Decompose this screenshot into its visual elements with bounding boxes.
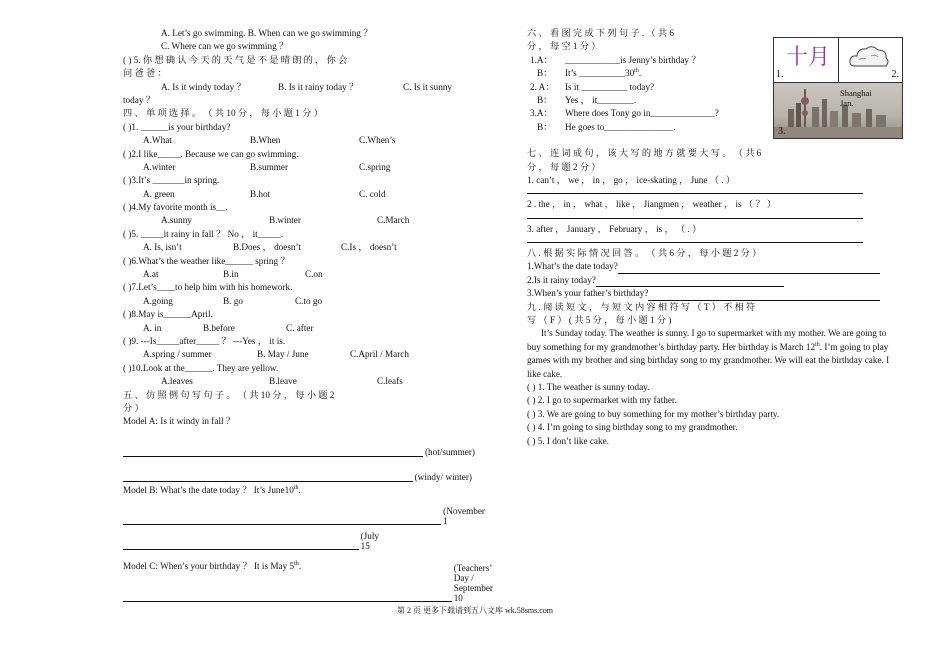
tf-item: ( ) 5. I don’t like cake. xyxy=(527,435,609,446)
hint-b2: (July 15 xyxy=(360,531,379,552)
s6-line: 3.A： Where does Tony go in______________? xyxy=(530,108,719,119)
s6-line: 1.A： ____________is Jenny’s birthday ？ xyxy=(530,54,701,65)
answer-line-w2[interactable] xyxy=(527,212,863,219)
hint-c1: (Teachers’ Day / September 10 xyxy=(453,562,493,603)
mc-option-b: B.in xyxy=(223,269,239,280)
mc-options xyxy=(123,348,478,361)
calendar-month-icon: 十月 xyxy=(786,45,831,70)
answer-blank-a2[interactable] xyxy=(596,276,784,287)
section-5-title-cont: 分 ） xyxy=(123,402,144,413)
mc-option-a: A.sunny xyxy=(161,215,192,226)
mc-option-b: B.When xyxy=(250,135,281,146)
mc-option-a: A.going xyxy=(143,295,173,306)
model-a: Model A: Is it windy in fall ？ xyxy=(123,416,236,427)
mc-question: ( )1. ______is your birthday? xyxy=(123,121,231,132)
mc-option-a: A.leaves xyxy=(161,376,193,387)
mc-option-a: A. Is, isn’t xyxy=(143,242,182,253)
answer-line-w3[interactable] xyxy=(527,236,863,243)
mc-option-a: A.spring / summer xyxy=(143,349,212,360)
mc-option-b: B. May / June xyxy=(257,349,309,360)
section-7-title: 七 、 连 词 成 句 ， 该 大 写 的 地 方 就 要 大 写 。 （ 共 6 xyxy=(527,148,762,159)
section-9-title-cont: 写 （ F ） ( 共 5 分 ， 每 小 题 1 分 ) xyxy=(527,315,672,326)
q6-option-c: C. Is it sunny xyxy=(403,81,453,92)
model-b-sup: th xyxy=(293,484,299,491)
picture-city-month: Jan. xyxy=(840,98,854,108)
answer-line-b1[interactable] xyxy=(123,506,485,527)
q6-option-a: A. Is it windy today ？ xyxy=(161,81,246,92)
reading-passage: It’s Sunday today. The weather is sunny. I go to supermarket with my mother. We are going to buy something for my grandmother’s birthday party. Her birthday is March 12th. I’m going to play games with my brother and sing birthday song to my grandmother. We will eat the birthday cake. I like cake. xyxy=(527,328,890,379)
mc-option-c: C.leafs xyxy=(377,376,403,387)
picture-label-2: 2. xyxy=(891,69,899,80)
mc-question: ( )6.What’s the weather like______ spring ？ xyxy=(123,255,290,266)
mc-option-a: A.at xyxy=(143,269,159,280)
mc-option-b: B.leave xyxy=(269,376,297,387)
mc-option-b: B.Does ， doesn’t xyxy=(233,242,301,253)
question-a3: 3.When’s your father’s birthday? xyxy=(527,287,902,300)
question-a1: 1.What’s the date today? xyxy=(527,260,902,273)
skyline-image xyxy=(774,83,902,138)
model-c: Model C: When’s your birthday ？ It is May 5th. xyxy=(123,561,302,572)
mc-option-c: C.April / March xyxy=(350,349,409,360)
q5-options-line1: A. Let’s go swimming. B. When can we go swimming ？ xyxy=(161,28,373,38)
mc-option-c: C. cold xyxy=(359,188,386,199)
weather-picture xyxy=(839,38,902,83)
picture-box xyxy=(773,37,903,139)
left-column xyxy=(123,27,493,603)
section-9-title: 九 . 阅 读 短 文 ， 与 短 文 内 容 相 符 写 （ T ） 不 相 符 xyxy=(527,301,756,312)
mc-option-c: C.on xyxy=(305,269,323,280)
mc-option-c: C.to go xyxy=(295,295,323,306)
mc-options xyxy=(123,268,478,281)
q6-options xyxy=(123,81,478,94)
mc-option-a: A. in xyxy=(143,322,162,333)
mc-options xyxy=(123,161,478,174)
answer-blank-a3[interactable] xyxy=(648,290,880,301)
mc-question: ( )3.It’s _______in spring. xyxy=(123,175,220,186)
q6-stem: ( ) 5. 你 想 确 认 今 天 的 天 气 是 不 是 晴 朗 的 ， 你 会 xyxy=(123,54,348,65)
model-b: Model B: What’s the date today ？ It’s June10th. xyxy=(123,484,301,495)
mc-question: ( )8.May is______April. xyxy=(123,309,213,320)
hint-a2: (windy/ winter) xyxy=(414,471,472,482)
model-b-text: Model B: What’s the date today ？ It’s June10 xyxy=(123,484,294,495)
mc-option-b: B.before xyxy=(203,322,235,333)
words-1: 1. can’t ， we ， in ， go ， ice-skating ， June （ . ） xyxy=(527,174,736,185)
answer-line-a1[interactable] xyxy=(123,442,475,457)
city-picture xyxy=(774,83,902,138)
section-6-title-cont: 分 ， 每 空 1 分 ） xyxy=(527,41,601,52)
s6-line: B： He goes to_______________. xyxy=(537,121,676,132)
s6-line: B： It’s __________30th. xyxy=(537,68,642,79)
tf-item: ( ) 4. I’m going to sing birthday song to my grandmother. xyxy=(527,422,738,433)
tf-item: ( ) 3. We are going to buy something for my mother’s birthday party. xyxy=(527,408,780,419)
picture-label-1: 1. xyxy=(776,69,784,80)
mc-option-c: C. after xyxy=(286,322,314,333)
mc-option-c: C.spring xyxy=(359,161,391,172)
mc-option-a: A. green xyxy=(143,188,175,199)
section-8-title: 八 . 根 据 实 际 情 况 回 答 。 （ 共 6 分 ， 每 小 题 2 分 ） xyxy=(527,248,762,259)
mc-options xyxy=(123,375,478,388)
mc-question: ( )5. _____it rainy in fall ？ No ， it_____. xyxy=(123,228,283,239)
tf-item: ( ) 1. The weather is sunny today. xyxy=(527,382,650,393)
page-footer: 第 2 页 更多下载请到五八文库 wk.58sms.com xyxy=(397,606,553,615)
answer-line-w1[interactable] xyxy=(527,187,863,194)
mc-options xyxy=(123,241,478,254)
mc-question: ( )2.I like_____. Because we can go swimming. xyxy=(123,148,299,159)
model-c-sup: th xyxy=(294,561,299,568)
q6-stem-cont: 问 爸 爸 ： xyxy=(123,68,167,79)
mc-option-a: A.winter xyxy=(143,161,176,172)
mc-option-c: C.March xyxy=(377,215,410,226)
model-c-text: Model C: When’s your birthday ？ It is May 5 xyxy=(123,561,295,572)
q6-option-c-cont: today ？ xyxy=(123,94,155,105)
section-4-title: 四 、 单 项 选 择 。 （ 共 10 分 ， 每 小 题 1 分 ） xyxy=(123,108,323,119)
picture-label-3: 3. xyxy=(778,126,786,137)
section-7-title-cont: 分 ， 每 题 2 分 ） xyxy=(527,161,601,172)
s6-line: B： Yes ， it________. xyxy=(537,94,637,105)
mc-option-b: B.summer xyxy=(250,161,289,172)
answer-blank-a1[interactable] xyxy=(618,263,880,274)
mc-option-b: B.hot xyxy=(250,188,271,199)
mc-options xyxy=(123,134,478,147)
calendar-picture xyxy=(774,38,839,83)
s6-line: 2. A： Is it __________ today? xyxy=(530,81,655,92)
q6-option-b: B. Is it rainy today ？ xyxy=(278,81,359,92)
picture-city-name: Shanghai xyxy=(840,88,872,98)
mc-option-c: C.When’s xyxy=(359,135,396,146)
mc-options xyxy=(123,188,478,201)
cloud-icon xyxy=(847,42,891,72)
mc-question: ( )9. ---Is_____after_____ ？ ---Yes ， it is. xyxy=(123,335,286,346)
mc-question: ( )4.My favorite month is__. xyxy=(123,202,228,213)
mc-option-b: B.winter xyxy=(269,215,301,226)
section-5-title: 五 、 仿 照 例 句 写 句 子 。 （ 共 10 分 ， 每 小 题 2 xyxy=(123,389,335,400)
mc-question: ( )10.Look at the______. They are yellow. xyxy=(123,362,279,373)
mc-option-b: B. go xyxy=(223,295,243,306)
mc-question: ( )7.Let’s____to help him with his homework. xyxy=(123,282,293,293)
hint-a1: (hot/summer) xyxy=(424,446,475,457)
q5-options-line2: C. Where can we go swimming ？ xyxy=(161,41,289,52)
mc-option-c: C.Is ， doesn’t xyxy=(341,242,397,253)
words-2: 2 . the ， in ， what ， like ， Jiangmen ， weather ， is （ ？ ） xyxy=(527,199,777,210)
mc-options xyxy=(123,322,478,335)
mc-options xyxy=(123,214,478,227)
mc-options xyxy=(123,295,478,308)
words-3: 3. after ， January ， February ， is ， （ . ） xyxy=(527,223,702,234)
hint-b1: (November 1 xyxy=(443,506,485,527)
tf-item: ( ) 2. I go to supermarket with my father. xyxy=(527,395,677,406)
mc-option-a: A.What xyxy=(143,135,172,146)
answer-line-a2[interactable] xyxy=(123,467,472,482)
section-6-title: 六 、 看 图 完 成 下 列 句 子 . （ 共 6 xyxy=(527,28,674,38)
answer-line-b2[interactable] xyxy=(123,531,379,552)
question-a2: 2.Is it rainy today? xyxy=(527,274,902,287)
